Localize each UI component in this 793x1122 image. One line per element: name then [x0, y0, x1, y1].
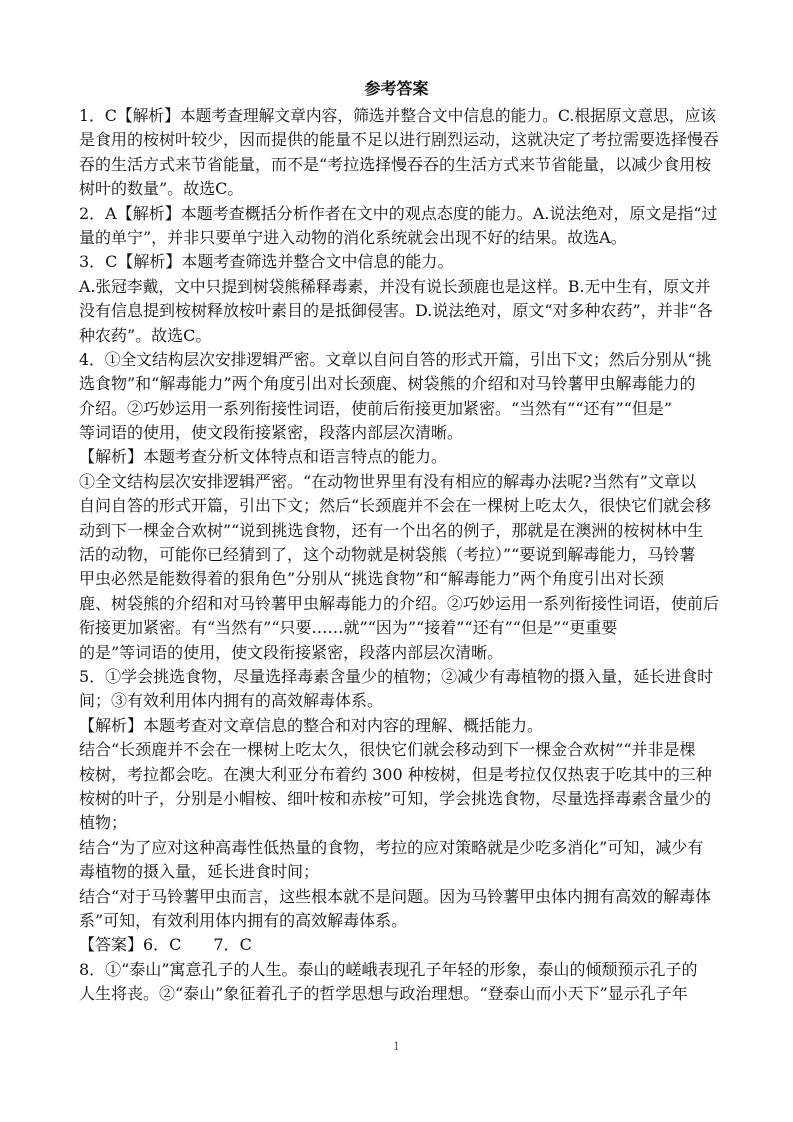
text-line: 【答案】6．C 7．C	[79, 935, 252, 955]
text-line: 结合“为了应对这种高毒性低热量的食物，考拉的应对策略就是少吃多消化”可知，减少有	[79, 837, 704, 857]
text-line: 树叶的数量”。故选C。	[79, 179, 244, 199]
text-line: 结合“对于马铃薯甲虫而言，这些根本就不是问题。因为马铃薯甲虫体内拥有高效的解毒体	[79, 886, 712, 906]
text-line: 8．①“泰山”寓意孔子的人生。泰山的嵯峨表现孔子年轻的形象，泰山的倾颓预示孔子的	[79, 959, 698, 979]
text-line: 1．C【解析】本题考查理解文章内容，筛选并整合文中信息的能力。C.根据原文意思，应该	[79, 106, 717, 125]
text-line: 3．C【解析】本题考查筛选并整合文中信息的能力。	[79, 252, 454, 272]
text-line: 毒植物的摄入量，延长进食时间；	[79, 862, 320, 882]
text-line: 选食物”和“解毒能力”两个角度引出对长颈鹿、树袋熊的介绍和对马铃薯甲虫解毒能力的	[79, 374, 696, 394]
text-line: 5．①学会挑选食物，尽量选择毒素含量少的植物；②减少有毒植物的摄入量，延长进食时	[79, 666, 714, 686]
text-line: 桉树的叶子，分别是小帽桉、细叶桉和赤桉”可知，学会挑选食物，尽量选择毒素含量少的	[79, 788, 712, 808]
text-line: 介绍。②巧妙运用一系列衔接性词语，使前后衔接更加紧密。“当然有”“还有”“但是”	[79, 398, 673, 418]
text-line: 种农药”。故选C。	[79, 325, 212, 345]
text-line: 等词语的使用，使文段衔接紧密，段落内部层次清晰。	[79, 423, 464, 443]
text-line: 4．①全文结构层次安排逻辑严密。文章以自问自答的形式开篇，引出下文；然后分别从“挑	[79, 349, 712, 369]
text-line: 鹿、树袋熊的介绍和对马铃薯甲虫解毒能力的介绍。②巧妙运用一系列衔接性词语，使前后	[79, 593, 720, 613]
text-line: 植物；	[79, 813, 128, 833]
text-line: 系”可知，有效利用体内拥有的高效解毒体系。	[79, 910, 408, 930]
text-line: 间；③有效利用体内拥有的高效解毒体系。	[79, 691, 384, 711]
text-line: 衔接更加紧密。有“当然有”“只要……就”“因为”“接着”“还有”“但是”“更重要	[79, 618, 618, 638]
text-line: 的是”等词语的使用，使文段衔接紧密，段落内部层次清晰。	[79, 642, 504, 662]
answer-text-body	[79, 104, 719, 1006]
text-line: 【解析】本题考查对文章信息的整合和对内容的理解、概括能力。	[79, 715, 544, 735]
text-line: 动到下一棵金合欢树”“说到挑选食物，还有一个出名的例子，那就是在澳洲的桉树林中生	[79, 520, 704, 540]
text-line: 没有信息提到桉树释放桉叶素目的是抵御侵害。D.说法绝对，原文“对多种农药”，并非“各	[79, 301, 713, 321]
page-number: 1	[393, 1040, 400, 1053]
page-title: 参考答案	[364, 79, 429, 98]
text-line: 吞的生活方式来节省能量，而不是“考拉选择慢吞吞的生活方式来节省能量，以减少食用桉	[79, 154, 712, 174]
text-line: 活的动物，可能你已经猜到了，这个动物就是树袋熊（考拉）”“要说到解毒能力，马铃薯	[79, 545, 696, 565]
text-line: 甲虫必然是能数得着的狠角色”分别从“挑选食物”和“解毒能力”两个角度引出对长颈	[79, 569, 664, 589]
text-line: 量的单宁”，并非只要单宁进入动物的消化系统就会出现不好的结果。故选A。	[79, 227, 627, 247]
text-line: 【解析】本题考查分析文体特点和语言特点的能力。	[79, 447, 448, 467]
text-line: 是食用的桉树叶较少，因而提供的能量不足以进行剧烈运动，这就决定了考拉需要选择慢吞	[79, 130, 720, 150]
text-line: ①全文结构层次安排逻辑严密。“在动物世界里有没有相应的解毒办法呢?当然有”文章以	[79, 471, 696, 491]
text-line: 桉树，考拉都会吃。在澳大利亚分布着约 300 种桉树，但是考拉仅仅热衷于吃其中的三种	[79, 764, 712, 784]
text-line: 人生将丧。②“泰山”象征着孔子的哲学思想与政治理想。“登泰山而小天下”显示孔子年	[79, 984, 688, 1004]
text-line: 自问自答的形式开篇，引出下文；然后“长颈鹿并不会在一棵树上吃太久，很快它们就会移	[79, 496, 712, 516]
text-line: 2．A【解析】本题考查概括分析作者在文中的观点态度的能力。A.说法绝对，原文是指“过	[79, 203, 718, 223]
text-line: A.张冠李戴，文中只提到树袋熊稀释毒素，并没有说长颈鹿也是这样。B.无中生有，原文并	[79, 276, 711, 296]
text-line: 结合“长颈鹿并不会在一棵树上吃太久，很快它们就会移动到下一棵金合欢树”“并非是棵	[79, 740, 696, 760]
